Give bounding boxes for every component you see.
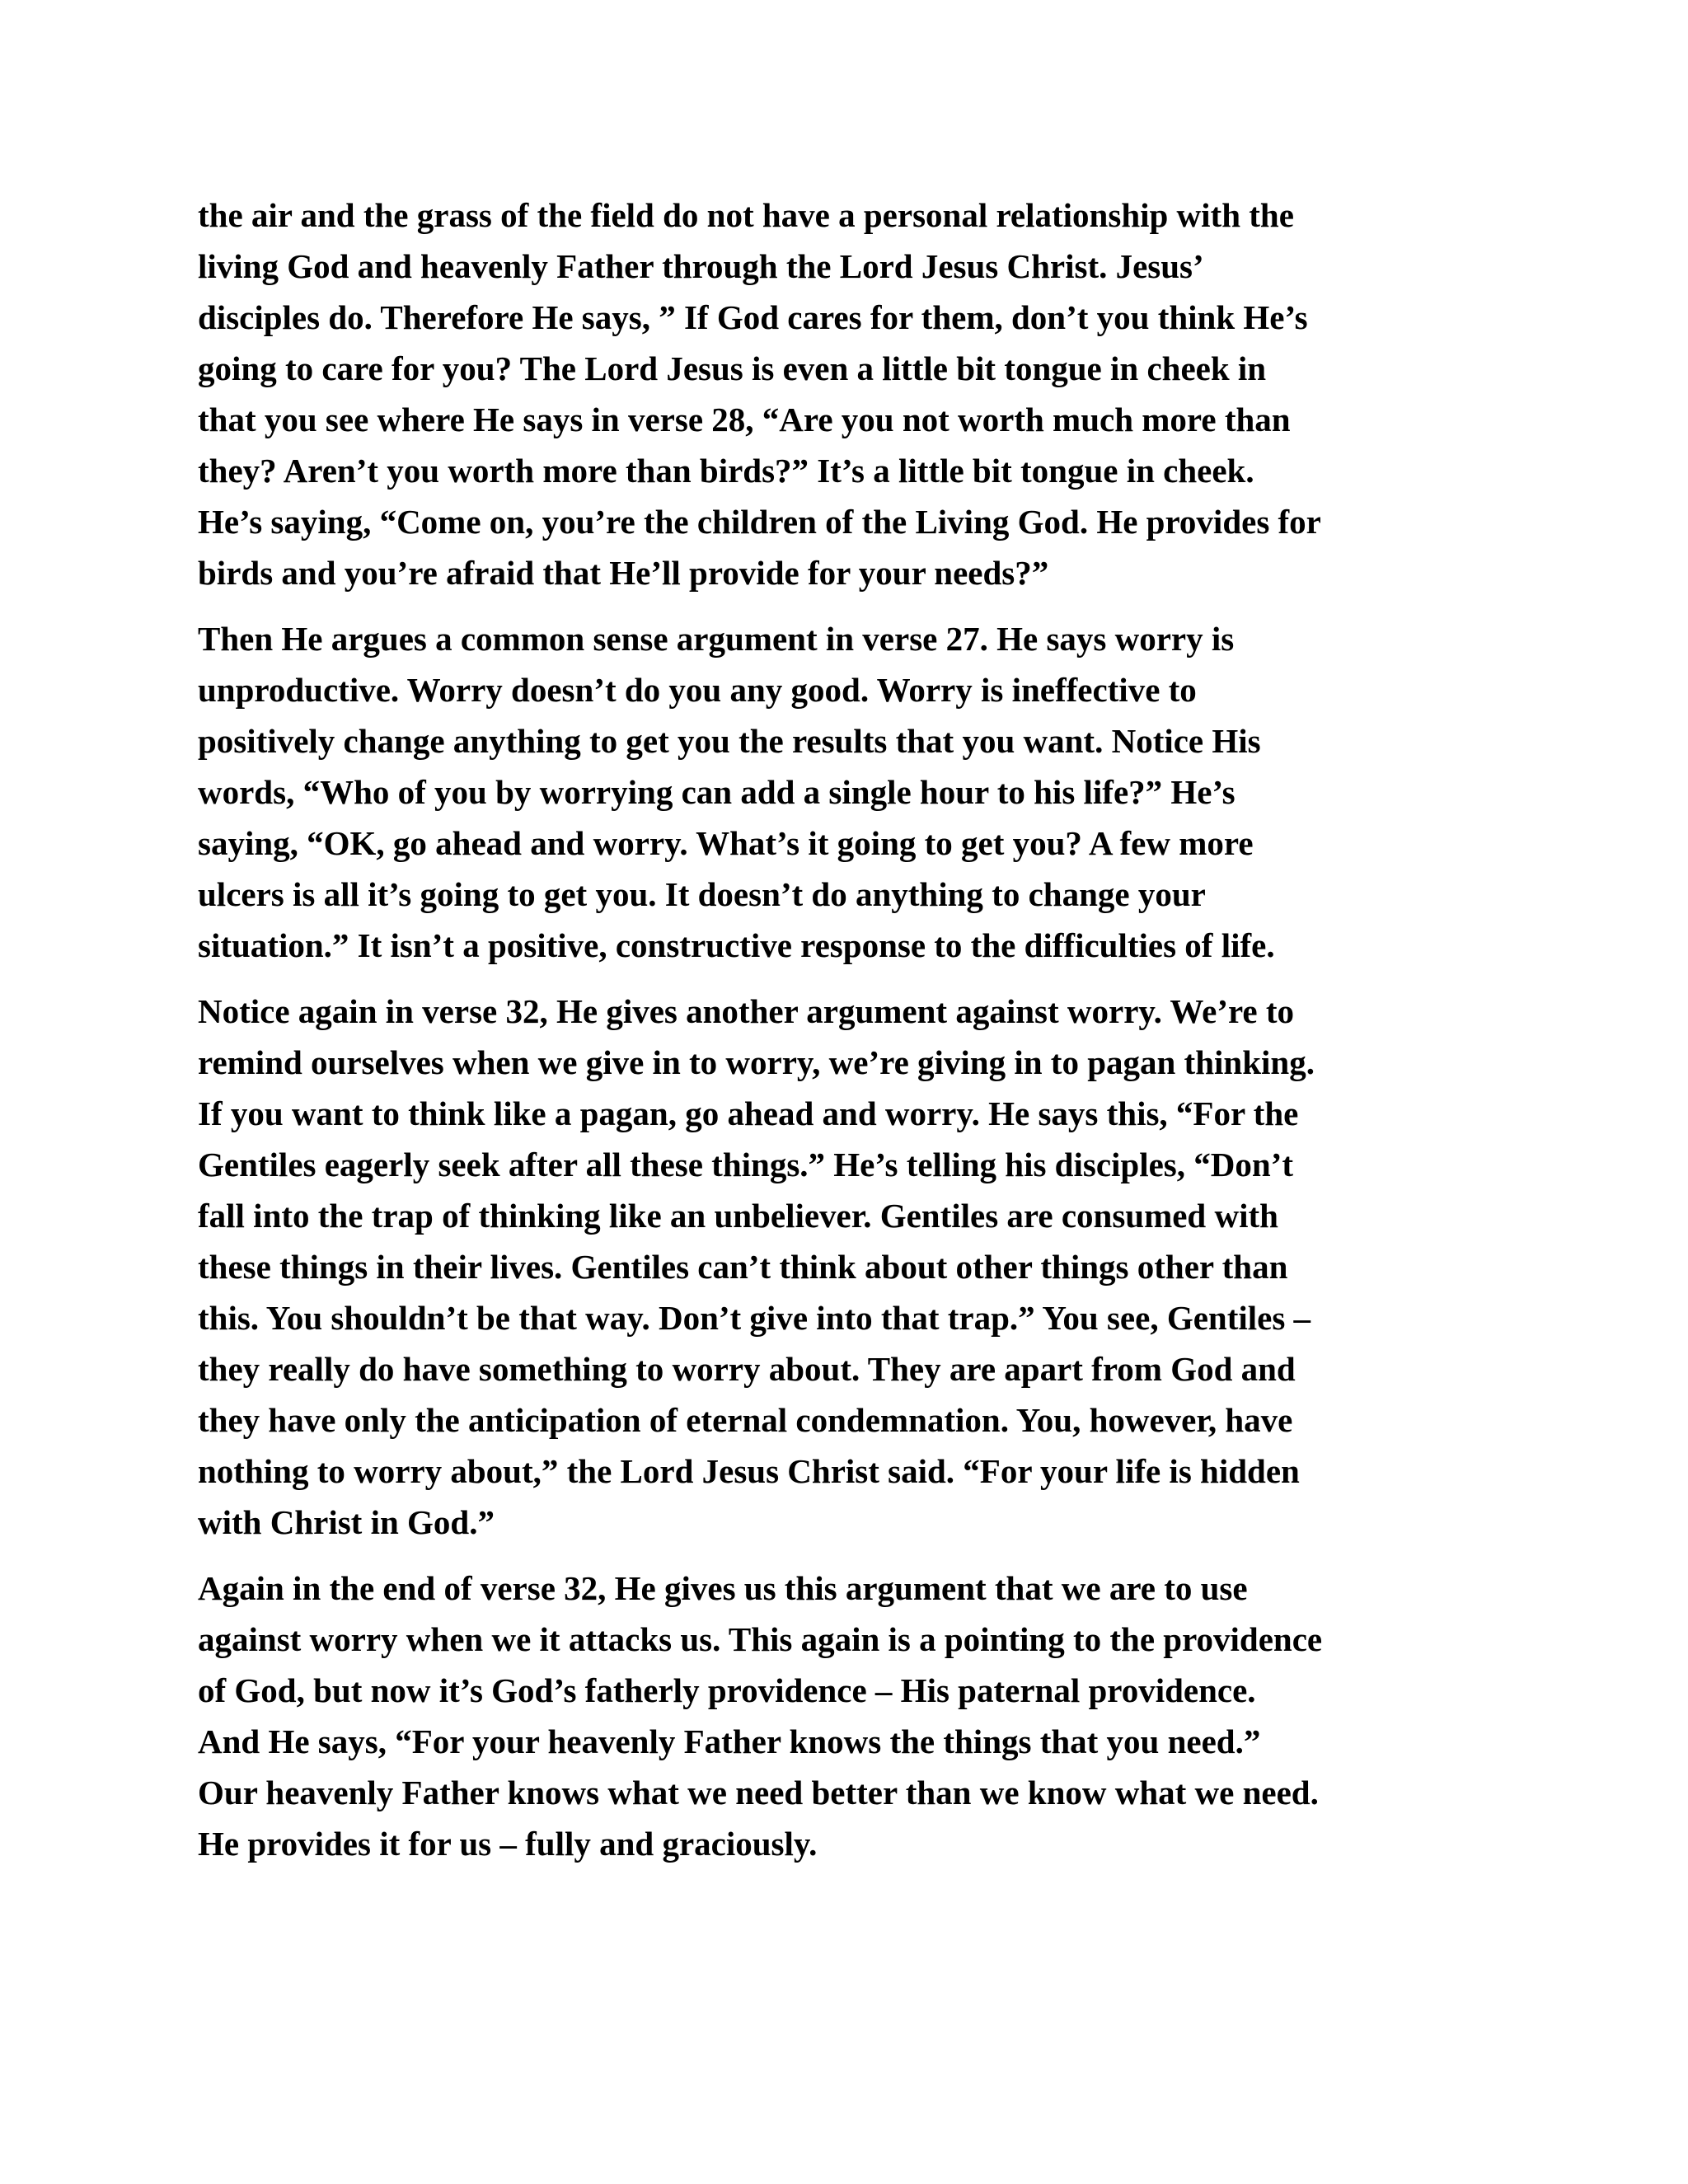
paragraph-3 <box>198 986 1484 1548</box>
text-line: Notice again in verse 32, He gives another argument against worry. We’re to <box>198 992 1295 1030</box>
text-line: that you see where He says in verse 28, “Are you not worth much more than <box>198 401 1291 438</box>
text-line: birds and you’re afraid that He’ll provide for your needs?” <box>198 554 1049 592</box>
text-line: And He says, “For your heavenly Father knows the things that you need.” <box>198 1722 1261 1760</box>
text-line: He’s saying, “Come on, you’re the children of the Living God. He provides for <box>198 503 1321 541</box>
text-line: this. You shouldn’t be that way. Don’t give into that trap.” You see, Gentiles – <box>198 1299 1311 1337</box>
text-line: saying, “OK, go ahead and worry. What’s it going to get you? A few more <box>198 824 1254 862</box>
text-line: living God and heavenly Father through the Lord Jesus Christ. Jesus’ <box>198 247 1204 285</box>
text-line: disciples do. Therefore He says, ” If God cares for them, don’t you think He’s <box>198 298 1308 336</box>
paragraph-2 <box>198 613 1484 971</box>
text-line: If you want to think like a pagan, go ahead and worry. He says this, “For the <box>198 1094 1299 1132</box>
text-line: ulcers is all it’s going to get you. It doesn’t do anything to change your <box>198 875 1206 913</box>
text-line: with Christ in God.” <box>198 1503 495 1541</box>
text-line: Our heavenly Father knows what we need better than we know what we need. <box>198 1774 1319 1811</box>
text-line: these things in their lives. Gentiles can’t think about other things other than <box>198 1248 1288 1286</box>
text-line: Then He argues a common sense argument in verse 27. He says worry is <box>198 620 1235 658</box>
text-line: of God, but now it’s God’s fatherly providence – His paternal providence. <box>198 1671 1256 1709</box>
text-line: He provides it for us – fully and graciously. <box>198 1825 818 1863</box>
text-line: against worry when we it attacks us. This again is a pointing to the providence <box>198 1620 1323 1658</box>
text-line: they really do have something to worry about. They are apart from God and <box>198 1350 1296 1388</box>
text-line: situation.” It isn’t a positive, constructive response to the difficulties of life. <box>198 926 1275 964</box>
text-line: unproductive. Worry doesn’t do you any good. Worry is ineffective to <box>198 671 1197 709</box>
text-line: words, “Who of you by worrying can add a single hour to his life?” He’s <box>198 773 1236 811</box>
text-line: Again in the end of verse 32, He gives us this argument that we are to use <box>198 1569 1248 1607</box>
text-line: the air and the grass of the field do not have a personal relationship with the <box>198 196 1294 234</box>
text-line: fall into the trap of thinking like an unbeliever. Gentiles are consumed with <box>198 1197 1278 1235</box>
document-body <box>198 190 1484 1884</box>
text-line: remind ourselves when we give in to worry, we’re giving in to pagan thinking. <box>198 1043 1315 1081</box>
text-line: Gentiles eagerly seek after all these things.” He’s telling his disciples, “Don’t <box>198 1146 1293 1183</box>
paragraph-4 <box>198 1563 1484 1869</box>
paragraph-1 <box>198 190 1484 598</box>
text-line: going to care for you? The Lord Jesus is even a little bit tongue in cheek in <box>198 349 1267 387</box>
text-line: they? Aren’t you worth more than birds?” It’s a little bit tongue in cheek. <box>198 452 1254 490</box>
text-line: nothing to worry about,” the Lord Jesus Christ said. “For your life is hidden <box>198 1452 1300 1490</box>
text-line: they have only the anticipation of eternal condemnation. You, however, have <box>198 1401 1293 1439</box>
text-line: positively change anything to get you the results that you want. Notice His <box>198 722 1261 760</box>
